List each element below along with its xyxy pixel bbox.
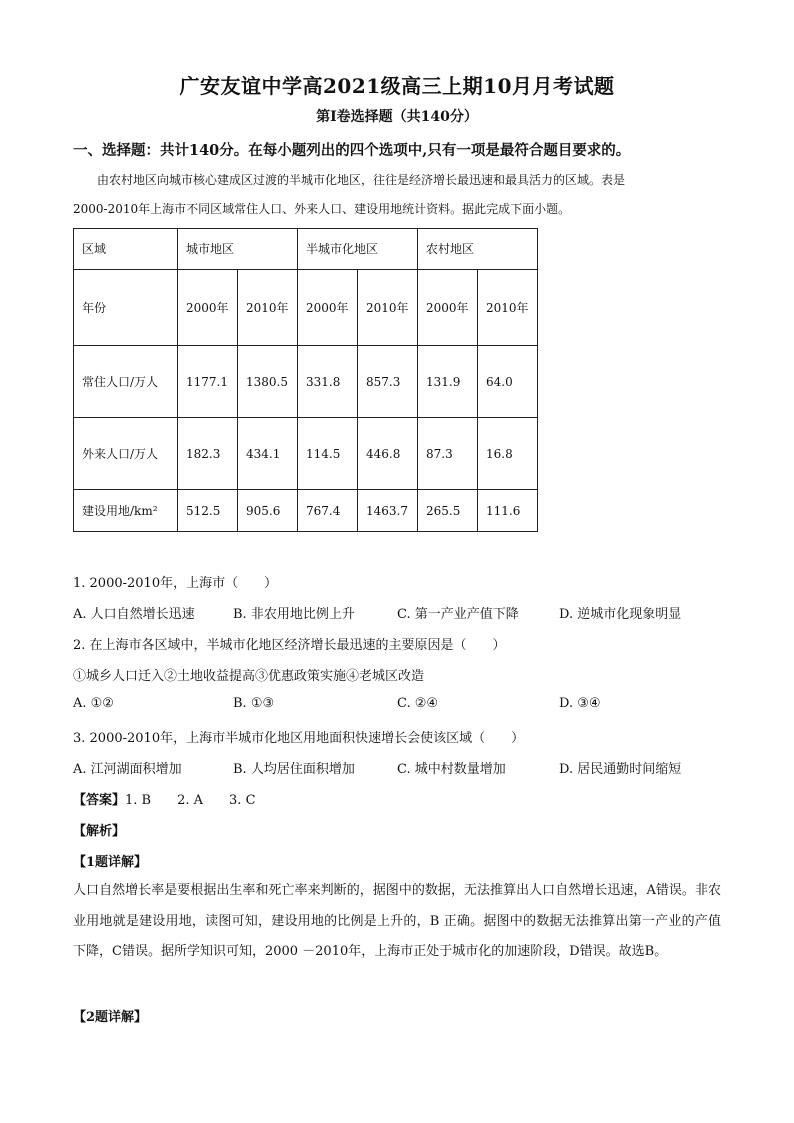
table-header-row	[74, 229, 538, 270]
table-cell: 905.6	[238, 490, 298, 532]
table-row	[74, 346, 538, 418]
table-cell: 1380.5	[238, 346, 298, 418]
table-cell: 64.0	[478, 346, 538, 418]
question-2-option-b: B. ①③	[233, 696, 275, 711]
statistics-table	[73, 228, 538, 532]
row-label: 外来人口/万人	[74, 418, 178, 490]
question-3-option-b: B. 人均居住面积增加	[233, 762, 355, 777]
part-subtitle: 第Ⅰ卷选择题（共140分）	[316, 109, 478, 125]
question-1-option-d: D. 逆城市化现象明显	[559, 607, 682, 622]
question-2-option-d: D. ③④	[559, 696, 601, 711]
question-2-option-a: A. ①②	[73, 696, 114, 711]
table-cell: 114.5	[298, 418, 358, 490]
year-cell: 2000年	[298, 270, 358, 346]
q2-detail-heading: 【2题详解】	[73, 1010, 148, 1025]
intro-line-2: 2000-2010年上海市不同区域常住人口、外来人口、建设用地统计资料。据此完成下面小题。	[73, 202, 571, 216]
table-row	[74, 418, 538, 490]
header-rural: 农村地区	[418, 229, 538, 270]
table-cell: 1463.7	[358, 490, 418, 532]
question-3-stem: 3. 2000-2010年，上海市半城市化地区用地面积快速增长会使该区域（ ）	[73, 731, 525, 746]
q1-detail-body	[73, 876, 721, 968]
header-region: 区域	[74, 229, 178, 270]
section-heading: 一、选择题：共计140分。在每小题列出的四个选项中,只有一项是最符合题目要求的。	[73, 142, 631, 159]
year-cell: 2000年	[418, 270, 478, 346]
question-1-stem: 1. 2000-2010年，上海市（ ）	[73, 576, 278, 591]
header-semi-urban: 半城市化地区	[298, 229, 418, 270]
table-cell: 1177.1	[178, 346, 238, 418]
exam-title: 广安友谊中学高2021级高三上期10月月考试题	[179, 74, 615, 98]
question-2-items: ①城乡人口迁入②土地收益提高③优惠政策实施④老城区改造	[73, 669, 425, 684]
question-3-option-d: D. 居民通勤时间缩短	[559, 762, 682, 777]
year-cell: 2010年	[358, 270, 418, 346]
answer-values: 1. B 2. A 3. C	[125, 793, 256, 808]
question-2-option-c: C. ②④	[397, 696, 439, 711]
table-cell: 111.6	[478, 490, 538, 532]
question-1-option-c: C. 第一产业产值下降	[397, 607, 519, 622]
q1-detail-text: 人口自然增长率是要根据出生率和死亡率来判断的，据图中的数据，无法推算出人口自然增长迅速，A错误。非农业用地就是建设用地，读图可知，建设用地的比例是上升的，B 正确。据图中的数据无法推算出第一产业的产值下降，C错误。据所学知识可知，2000 －2010年，上海市正处于城市化的加速阶段，D错误。故选B。	[73, 883, 721, 959]
answer-line	[73, 789, 256, 808]
question-2-stem: 2. 在上海市各区域中，半城市化地区经济增长最迅速的主要原因是（ ）	[73, 638, 506, 653]
table-row	[74, 490, 538, 532]
row-label: 建设用地/km²	[74, 490, 178, 532]
table-year-row	[74, 270, 538, 346]
table-cell: 446.8	[358, 418, 418, 490]
year-cell: 2010年	[478, 270, 538, 346]
intro-line-1: 由农村地区向城市核心建成区过渡的半城市化地区，往往是经济增长最迅速和最具活力的区域。表是	[97, 173, 626, 187]
answer-label: 【答案】	[73, 793, 126, 808]
question-3-option-c: C. 城中村数量增加	[397, 762, 506, 777]
table-cell: 331.8	[298, 346, 358, 418]
table-cell: 434.1	[238, 418, 298, 490]
intro-paragraph	[73, 166, 723, 224]
table-cell: 512.5	[178, 490, 238, 532]
header-urban: 城市地区	[178, 229, 298, 270]
question-3-option-a: A. 江河湖面积增加	[73, 762, 182, 777]
table-cell: 16.8	[478, 418, 538, 490]
q1-detail-heading: 【1题详解】	[73, 855, 148, 870]
table-cell: 182.3	[178, 418, 238, 490]
table-cell: 87.3	[418, 418, 478, 490]
year-label: 年份	[74, 270, 178, 346]
year-cell: 2000年	[178, 270, 238, 346]
year-cell: 2010年	[238, 270, 298, 346]
row-label: 常住人口/万人	[74, 346, 178, 418]
analysis-label: 【解析】	[73, 824, 126, 839]
table-cell: 265.5	[418, 490, 478, 532]
question-1-option-a: A. 人口自然增长迅速	[73, 607, 195, 622]
table-cell: 767.4	[298, 490, 358, 532]
table-cell: 131.9	[418, 346, 478, 418]
table-cell: 857.3	[358, 346, 418, 418]
question-1-option-b: B. 非农用地比例上升	[233, 607, 355, 622]
